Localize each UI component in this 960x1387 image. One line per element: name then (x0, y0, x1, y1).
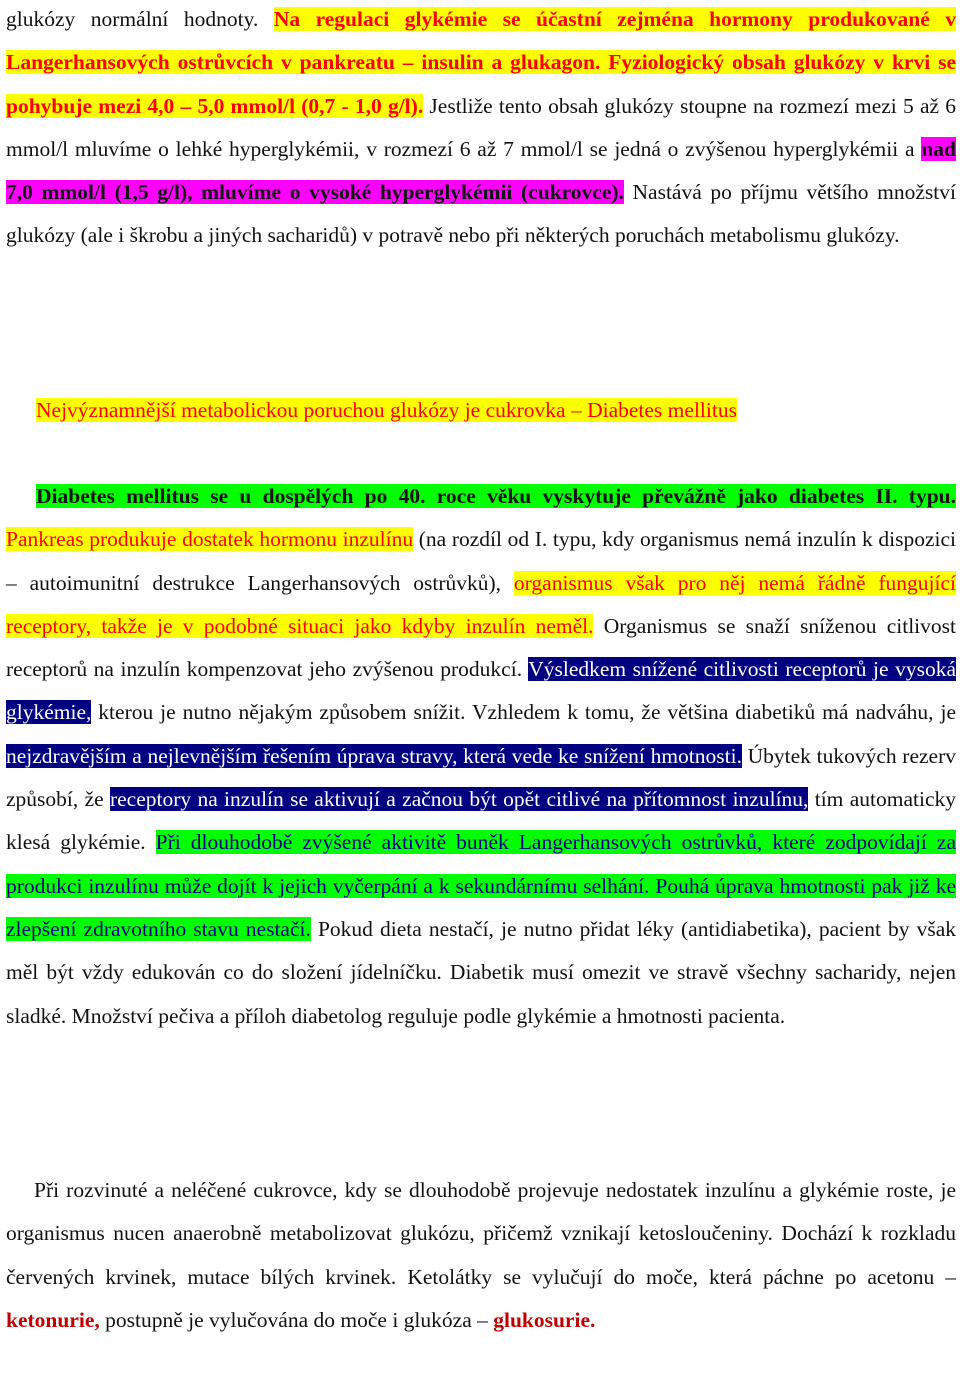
highlight-pancreas: Pankreas produkuje dostatek hormonu inzulínu (6, 527, 414, 552)
text-segment: Pokud dieta nestačí, je nutno přidat léky (antidiabetika), pacient by však měl být vždy edukován co do složení jídelníčku. Diabetik musí omezit ve stravě všechny sacharidy, nejen sladké. Množství pečiva a příloh diabetolog reguluje podle glykémie a hmotnosti pacienta. (6, 916, 956, 1028)
text-segment: Při rozvinuté a neléčené cukrovce, kdy se dlouhodobě projevuje nedostatek inzulínu a glykémie roste, je organismus nucen anaerobně metabolizovat glukózu, přičemž vznikají ketosloučeniny. Dochází k rozkladu červených krvinek, mutace bílých krvinek. Ketolátky se vylučují do moče, která páchne po acetonu – (6, 1178, 956, 1289)
heading-text: Nejvýznamnější metabolickou poruchou glukózy je cukrovka – Diabetes mellitus (36, 398, 737, 422)
paragraph-untreated-diabetes (6, 1169, 956, 1342)
text-segment: (na rozdíl od I. typu, kdy organismus nemá inzulín k dispozici – autoimunitní destrukce Langerhansových ostrůvků), (6, 527, 956, 595)
highlight-high-glycemia: Výsledkem snížené citlivosti receptorů je vysoká glykémie, (6, 657, 956, 725)
term-ketonuria: ketonurie, (6, 1307, 100, 1332)
highlight-diet-solution: nejzdravějším a nejlevnějším řešením úprava stravy, která vede ke snížení hmotnosti. (6, 743, 742, 768)
highlight-receptor-activation: receptory na inzulín se aktivují a začnou být opět citlivé na přítomnost inzulínu, (109, 787, 809, 812)
paragraph-glucose-levels (6, 0, 956, 258)
term-glucosuria: glukosurie. (493, 1307, 596, 1332)
heading-diabetes (6, 389, 960, 432)
paragraph-diabetes-type2 (6, 475, 956, 1038)
text-segment: tím automaticky klesá glykémie. (6, 787, 956, 855)
text-segment: Nastává po příjmu většího množství glukózy (ale i škrobu a jiných sacharidů) v potravě nebo při některých poruchách metabolismu glukózy. (6, 180, 956, 248)
highlight-high-hyperglycemia: nad 7,0 mmol/l (1,5 g/l), mluvíme o vysoké hyperglykémii (cukrovce). (6, 136, 956, 205)
text-segment: postupně je vylučována do moče i glukóza – (99, 1307, 494, 1332)
highlight-type2-intro: Diabetes mellitus se u dospělých po 40. roce věku vyskytuje převážně jako diabetes II. typu. (36, 484, 956, 508)
text-segment: Jestliže tento obsah glukózy stoupne na rozmezí mezi 5 až 6 mmol/l mluvíme o lehké hyperglykémii, v rozmezí 6 až 7 mmol/l se jedná o zvýšenou hyperglykémii a (6, 93, 956, 161)
text-segment: Organismus se snaží sníženou citlivost receptorů na inzulín kompenzovat jeho zvýšenou produkcí. (6, 613, 956, 682)
highlight-receptors: organismus však pro něj nemá řádně fungující receptory, takže je v podobné situaci jako kdyby inzulín neměl. (6, 570, 956, 638)
text-segment: glukózy normální hodnoty. (6, 7, 274, 31)
highlight-hormones: Na regulaci glykémie se účastní zejména hormony produkované v Langerhansových ostrůvcích v pankreatu – insulin a glukagon. Fyziologický obsah glukózy v krvi se pohybuje mezi 4,0 – 5,0 mmol/l (0,7 - 1,0 g/l). (6, 7, 956, 118)
text-segment: Úbytek tukových rezerv způsobí, že (6, 743, 957, 812)
highlight-langerhans-exhaustion: Při dlouhodobě zvýšené aktivitě buněk Langerhansových ostrůvků, které zodpovídají za produkci inzulínu může dojít k jejich vyčerpání a k sekundárnímu selhání. Pouhá úprava hmotnosti pak již ke zlepšení zdravotního stavu nestačí. (6, 830, 956, 941)
text-segment: kterou je nutno nějakým způsobem snížit. Vzhledem k tomu, že většina diabetiků má nadváhu, je (91, 700, 956, 725)
